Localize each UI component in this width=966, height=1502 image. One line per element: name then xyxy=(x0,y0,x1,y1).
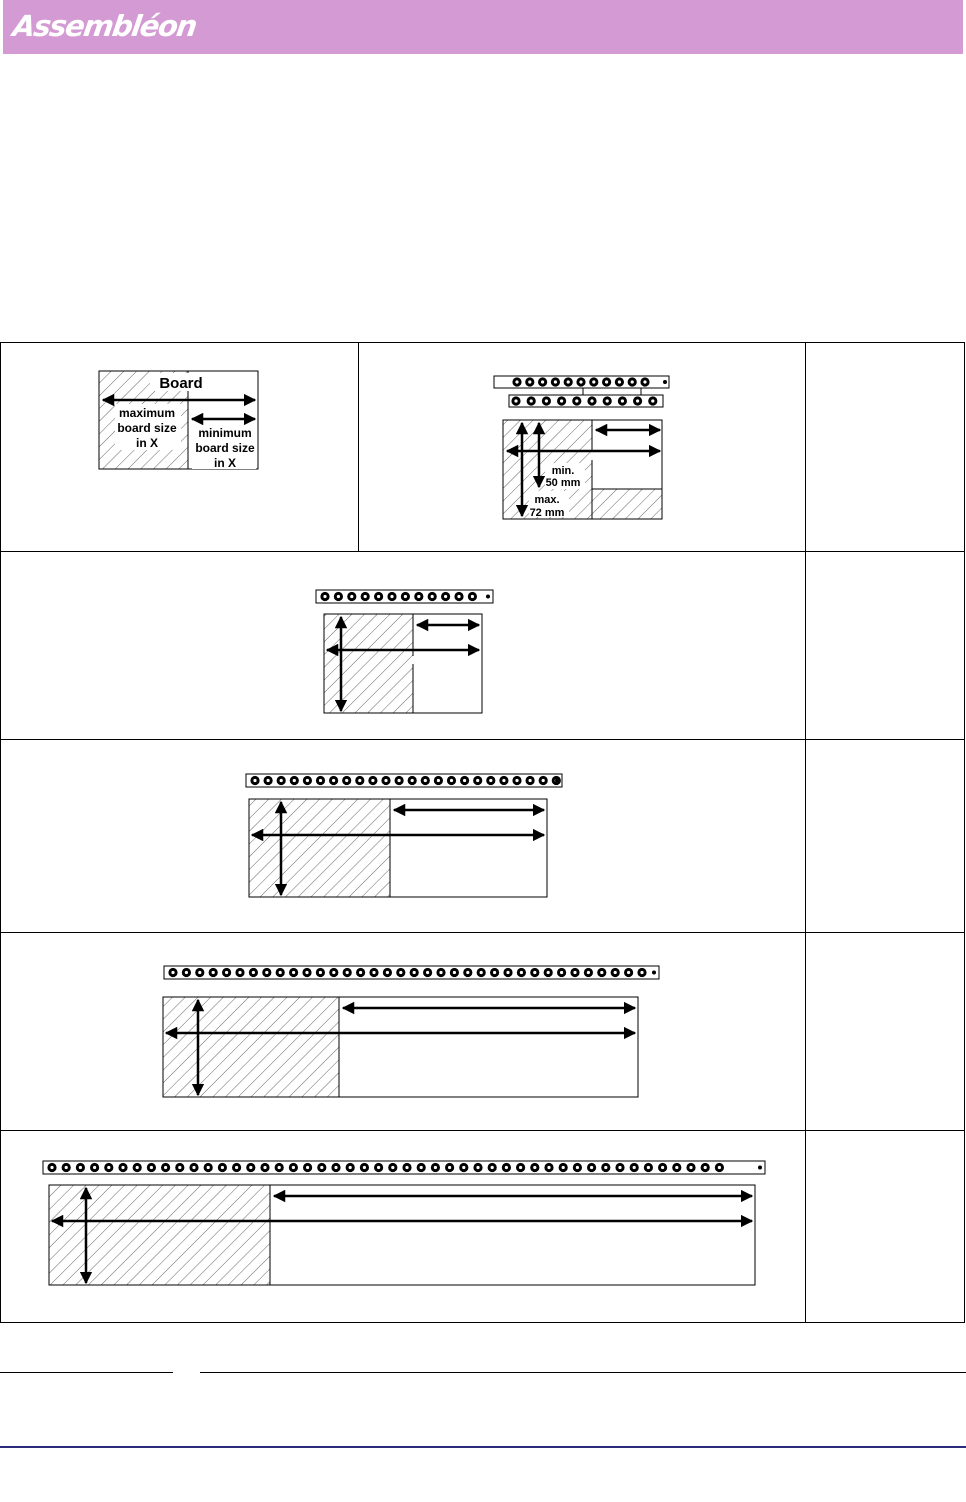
min-label-2: board size xyxy=(195,441,255,455)
feeder-end-dot xyxy=(758,1166,762,1170)
feeder-end-dot xyxy=(555,779,559,783)
feeder-row-diagram-3 xyxy=(246,774,562,897)
min-y-label-2: 50 mm xyxy=(545,477,581,489)
feeder-row-diagram-5 xyxy=(43,1161,765,1285)
feeder-end-dot xyxy=(486,595,490,599)
max-y-label-2: 72 mm xyxy=(529,507,565,519)
max-board-area xyxy=(249,799,390,897)
max-label-2: board size xyxy=(117,421,177,435)
max-label-3: in X xyxy=(135,436,159,450)
assembleon-logo: Assembléon xyxy=(10,9,199,43)
footer-rule-left xyxy=(0,1372,173,1373)
footer-rule-right xyxy=(200,1372,966,1373)
min-y-label-1: min. xyxy=(551,465,575,477)
min-label-1: minimum xyxy=(198,426,252,440)
feeder-row-diagram-2 xyxy=(316,590,493,713)
header-band xyxy=(3,0,963,54)
max-y-label-1: max. xyxy=(534,494,560,506)
feeder-row-diagram-4 xyxy=(163,966,659,1097)
single-row-diagrams xyxy=(43,590,765,1285)
max-board-area xyxy=(163,997,339,1097)
board-label: Board xyxy=(159,375,203,392)
max-label-1: maximum xyxy=(118,406,176,420)
feeder-end-dot xyxy=(663,380,667,384)
max-board-area xyxy=(324,614,413,713)
double-row-diagram xyxy=(494,376,669,519)
board-size-diagrams xyxy=(0,342,966,1323)
feeder-end-dot xyxy=(652,971,656,975)
board-size-table xyxy=(0,342,966,1323)
max-board-area xyxy=(49,1185,270,1285)
min-label-3: in X xyxy=(213,456,237,470)
board-legend-diagram xyxy=(99,371,258,470)
footer-rule-blue xyxy=(0,1446,966,1448)
